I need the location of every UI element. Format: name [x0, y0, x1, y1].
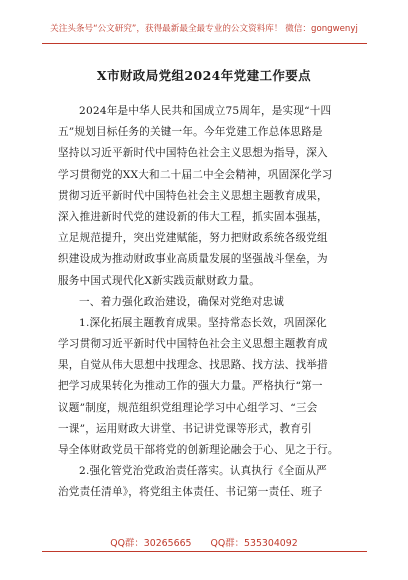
document-body — [58, 101, 348, 504]
section-heading: 一、着力强化政治建设，确保对党绝对忠诚 — [79, 295, 285, 308]
body-line: 坚持以习近平新时代中国特色社会主义思想为指导，深入 — [58, 147, 328, 160]
body-line: 五”规划目标任务的关键一年。今年党建工作总体思路是 — [58, 126, 323, 139]
body-line: 导全体财政党员干部将党的创新理论融会于心、见之于行。 — [58, 444, 339, 456]
body-line: 1.深化拓展主题教育成果。坚持常态长效，巩固深化 — [79, 316, 327, 329]
header-divider — [42, 43, 367, 44]
body-line: 服务中国式现代化X新实践贡献财政力量。 — [58, 274, 261, 287]
body-line: 把学习成果转化为推动工作的强大力量。严格执行“第一 — [58, 380, 323, 393]
footer-divider — [42, 551, 367, 552]
body-line: 议题”制度，规范组织党组理论学习中心组学习、“三会 — [58, 401, 318, 414]
body-line: 织建设成为推动财政事业高质量发展的坚强战斗堡垒，为 — [58, 253, 328, 266]
body-line: 2024年是中华人民共和国成立75周年，是实现“十四 — [79, 105, 332, 117]
body-line: 学习贯彻党的XX大和二十届二中全会精神，巩固深化学习 — [58, 168, 333, 181]
document-title: X市财政局党组2024年党建工作要点 — [96, 68, 312, 83]
body-line: 贯彻习近平新时代中国特色社会主义思想主题教育成果， — [58, 189, 328, 202]
body-line: 2.强化管党治党政治责任落实。认真执行《全面从严 — [79, 465, 327, 478]
footer-qq-group-2: QQ群：535304092 — [210, 538, 298, 549]
body-line: 治党责任清单》，将党组主体责任、书记第一责任、班子 — [58, 486, 323, 499]
body-line: 一课”，运用财政大讲堂、书记讲党课等形式，教育引 — [58, 422, 312, 435]
footer-qq-group-1: QQ群：30265665 — [110, 538, 192, 549]
footer-contacts — [0, 535, 408, 549]
body-line: 果，自觉从伟大思想中找理念、找思路、找方法、找举措 — [58, 359, 328, 372]
body-line: 立足规范提升，突出党建赋能，努力把财政系统各级党组 — [58, 232, 328, 245]
body-line: 深入推进新时代党的建设新的伟大工程，抓实固本强基， — [58, 210, 328, 223]
body-line: 学习贯彻习近平新时代中国特色社会主义思想主题教育成 — [58, 338, 328, 351]
header-notice: 关注头条号“公文研究”，获得最新最全最专业的公文资料库！ 微信：gongwenyj — [50, 24, 358, 34]
